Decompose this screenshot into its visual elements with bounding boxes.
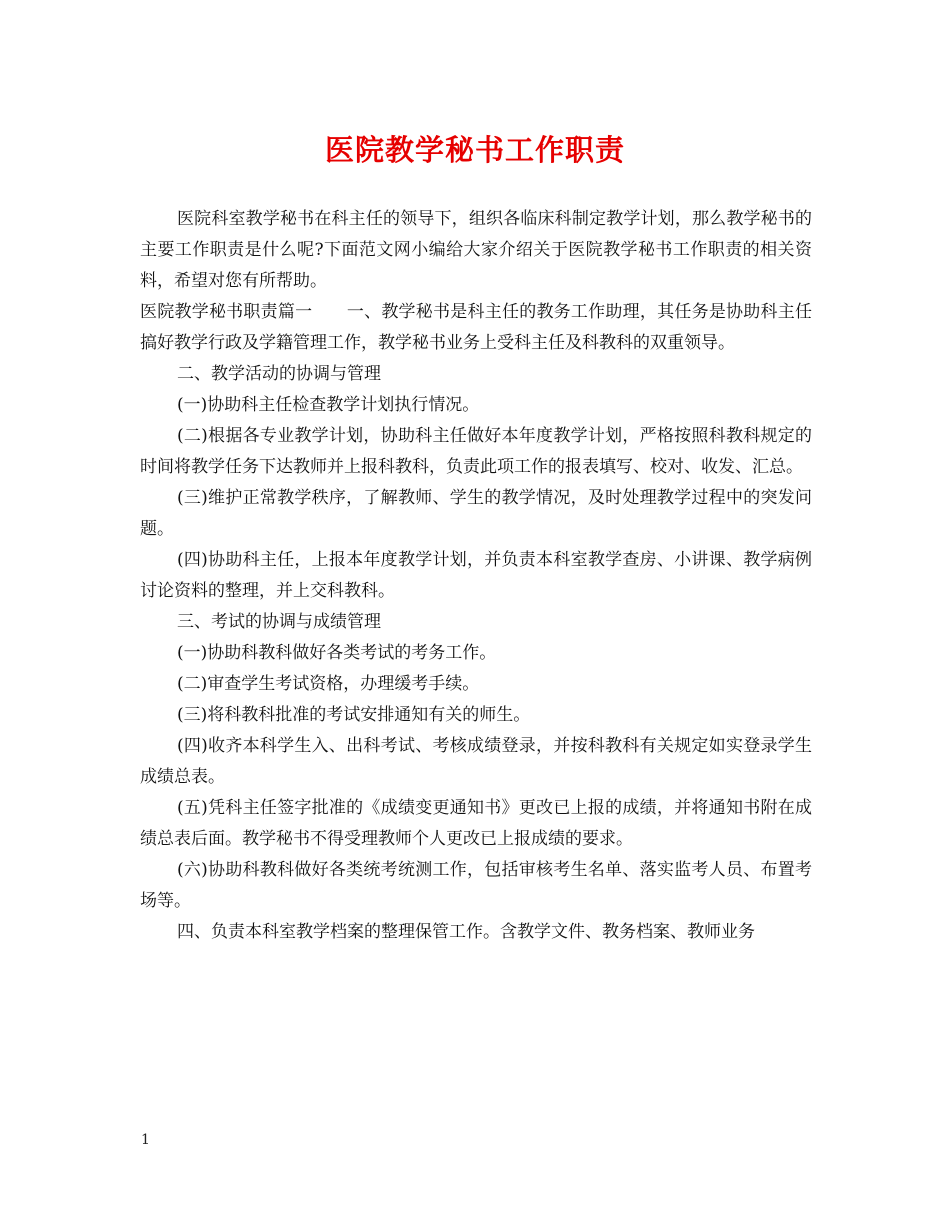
paragraph-3-3: (三)将科教科批准的考试安排通知有关的师生。 [177,705,531,725]
page-number: 1 [141,1132,150,1148]
paragraph-section-1: 医院教学秘书职责篇一 一、教学秘书是科主任的教务工作助理，其任务是协助科主任搞好教学行政及学籍管理工作，教学秘书业务上受科主任及科教科的双重领导。 [140,302,812,353]
paragraph-2-1: (一)协助科主任检查教学计划执行情况。 [177,395,480,415]
paragraph-3-1: (一)协助科教科做好各类考试的考务工作。 [177,643,497,663]
paragraph-3-2: (二)审查学生考试资格，办理缓考手续。 [177,674,480,694]
paragraph-3-4: (四)收齐本科学生入、出科考试、考核成绩登录，并按科教科有关规定如实登录学生成绩总表。 [140,736,812,787]
paragraph-section-4: 四、负责本科室教学档案的整理保管工作。含教学文件、教务档案、教师业务 [177,922,755,942]
paragraph-3-6: (六)协助科教科做好各类统考统测工作，包括审核考生名单、落实监考人员、布置考场等。 [140,860,812,911]
paragraph-3-5: (五)凭科主任签字批准的《成绩变更通知书》更改已上报的成绩，并将通知书附在成绩总表后面。教学秘书不得受理教师个人更改已上报成绩的要求。 [140,798,812,849]
document-body [140,204,812,948]
document-title: 医院教学秘书工作职责 [324,133,625,167]
paragraph-2-2: (二)根据各专业教学计划，协助科主任做好本年度教学计划，严格按照科教科规定的时间将教学任务下达教师并上报科教科，负责此项工作的报表填写、校对、收发、汇总。 [140,426,812,477]
paragraph-intro: 医院科室教学秘书在科主任的领导下，组织各临床科制定教学计划，那么教学秘书的主要工作职责是什么呢?下面范文网小编给大家介绍关于医院教学秘书工作职责的相关资料，希望对您有所帮助。 [140,209,812,291]
paragraph-2-4: (四)协助科主任，上报本年度教学计划，并负责本科室教学查房、小讲课、教学病例讨论资料的整理，并上交科教科。 [140,550,812,601]
paragraph-2-3: (三)维护正常教学秩序，了解教师、学生的教学情况，及时处理教学过程中的突发问题。 [140,488,812,539]
heading-section-3: 三、考试的协调与成绩管理 [177,612,381,632]
heading-section-2: 二、教学活动的协调与管理 [177,364,381,384]
